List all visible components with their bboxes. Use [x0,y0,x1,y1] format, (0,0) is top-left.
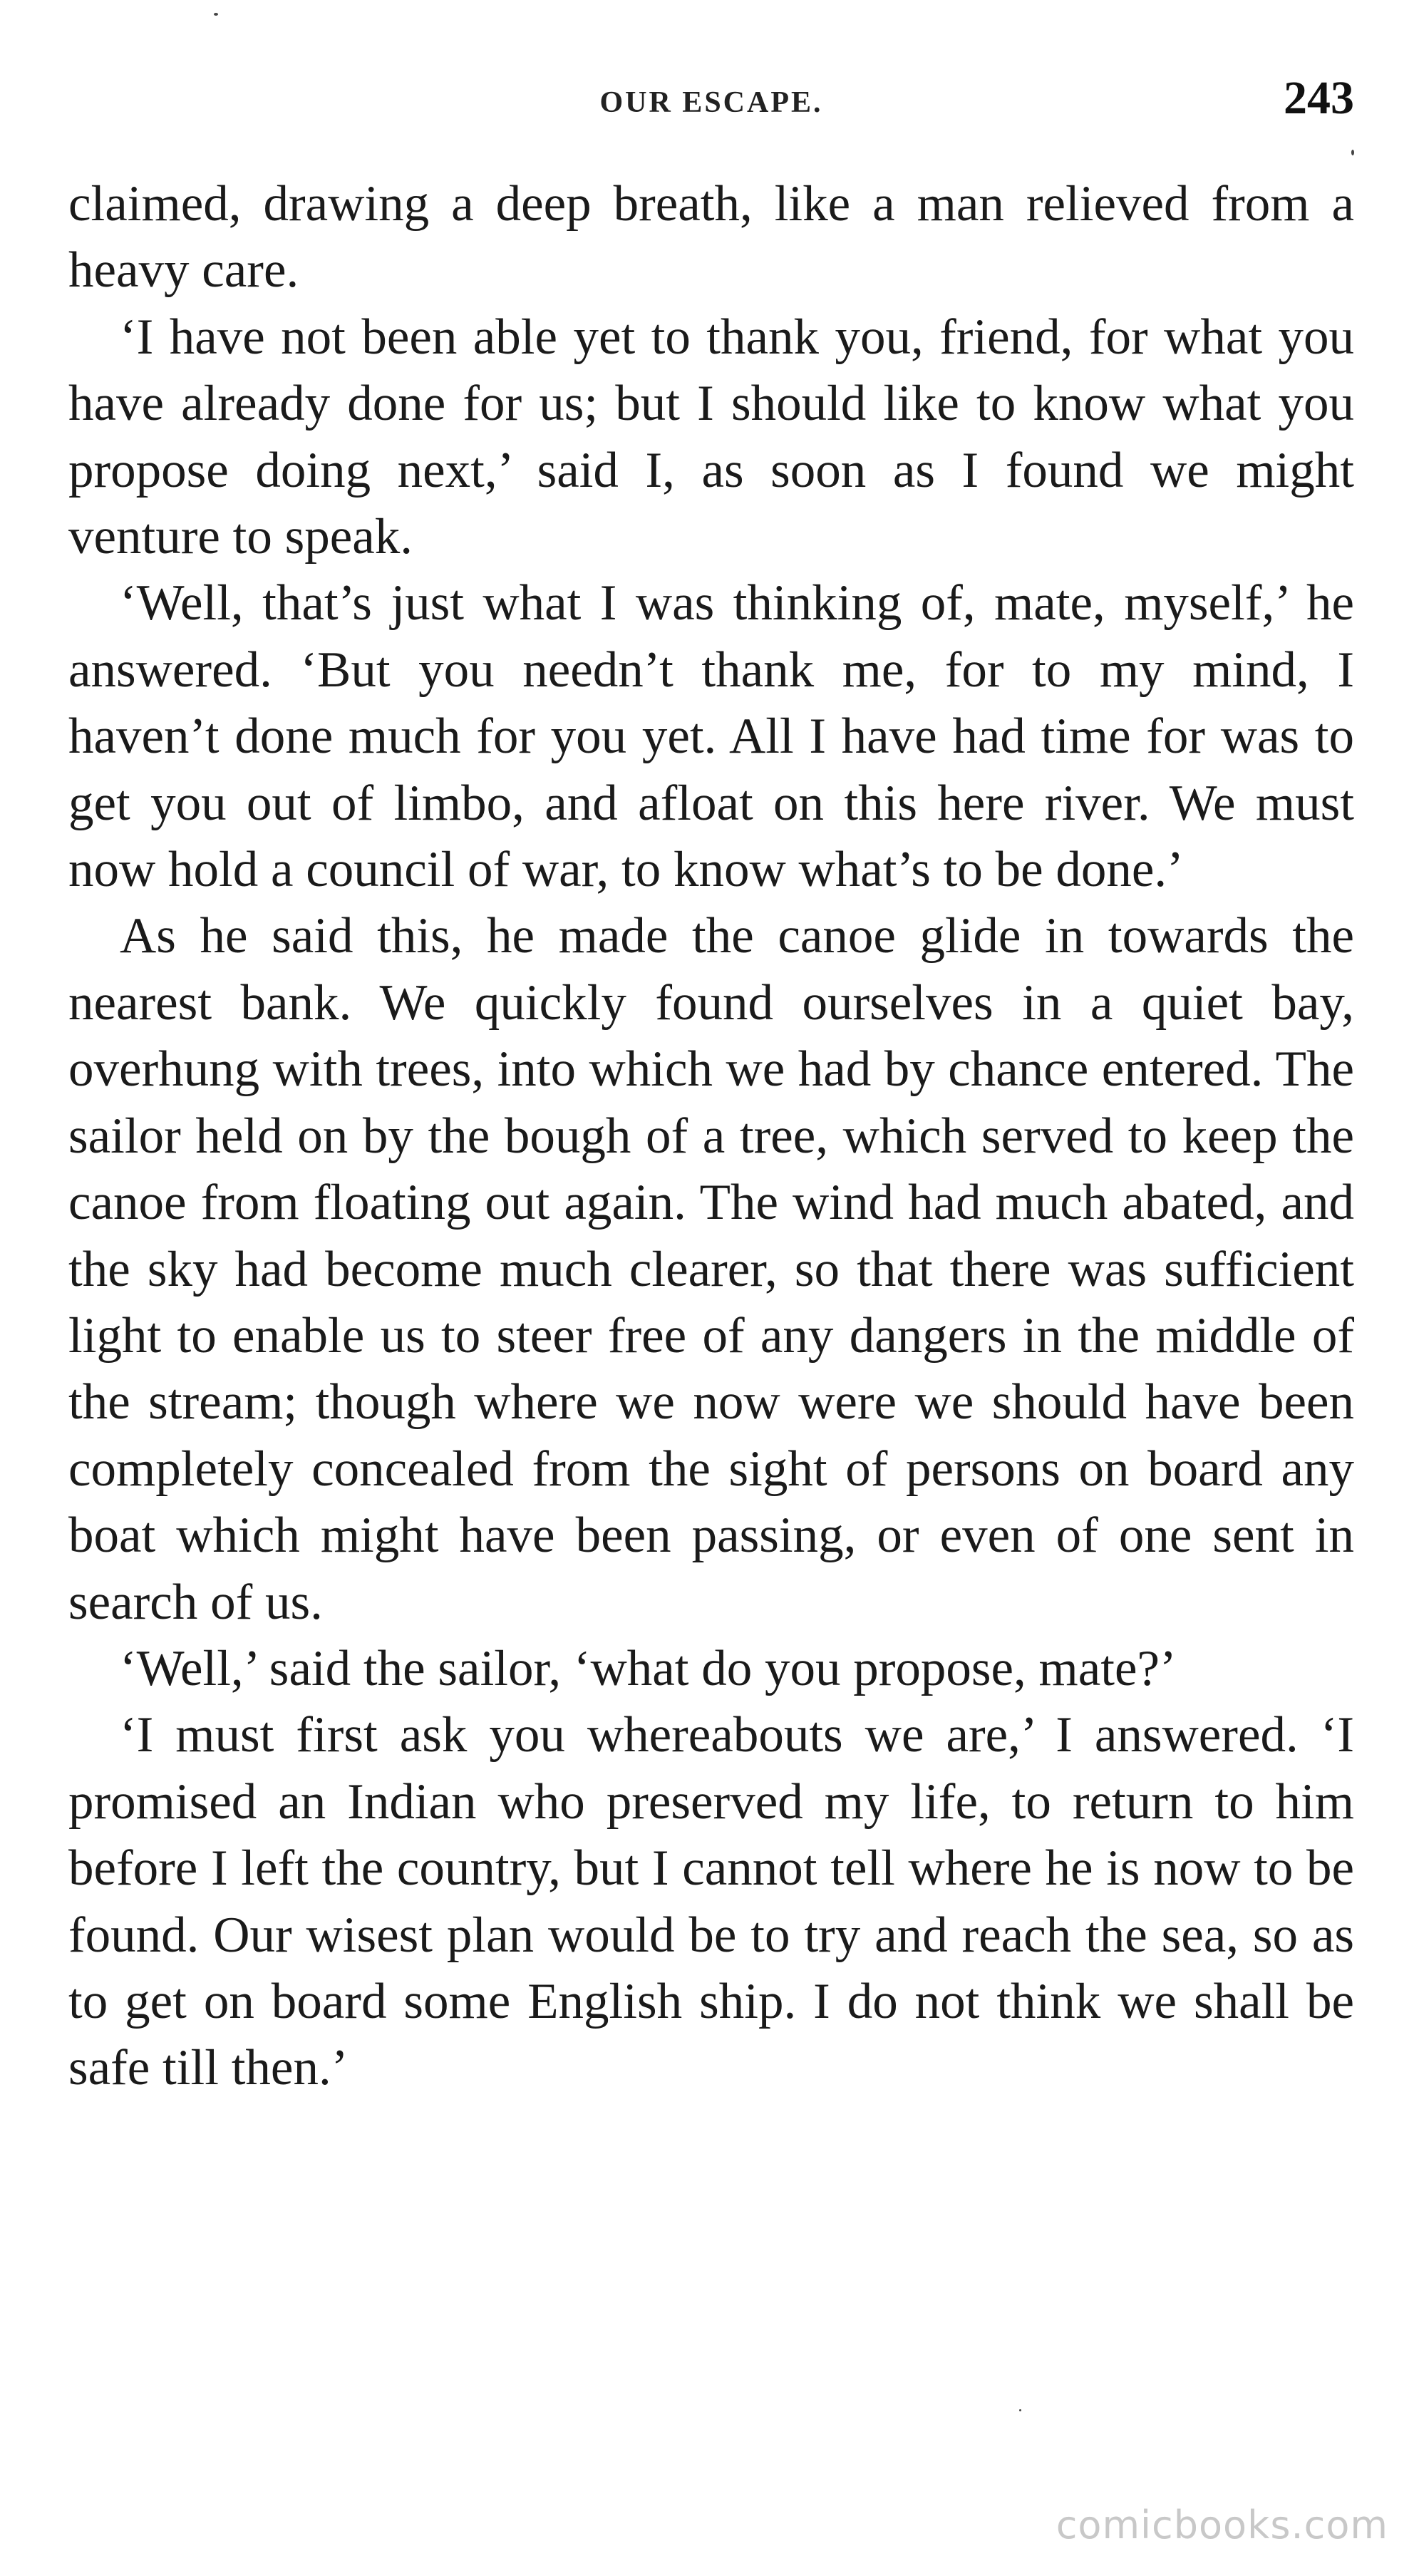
print-speck [214,13,218,16]
body-text [68,171,1354,2102]
print-speck [1351,150,1354,155]
print-speck [1019,2409,1021,2411]
paragraph: ‘I must first ask you whereabouts we are,’ I answered. ‘I promised an Indian who preserved my life, to return to him before I left the country, but I cannot tell where he is now to be found. Our wisest plan would be to try and reach the sea, so as to get on board some English ship. I do not think we shall be safe till then.’ [68,1707,1354,2096]
paragraph: ‘Well,’ said the sailor, ‘what do you propose, mate?’ [120,1640,1177,1696]
paragraph: claimed, drawing a deep breath, like a man relieved from a heavy care. [68,176,1354,299]
chapter-title: OUR ESCAPE. [599,86,823,119]
paragraph: ‘I have not been able yet to thank you, friend, for what you have already done for us; but I should like to know what you propose doing next,’ said I, as soon as I found we might venture to speak. [68,309,1354,565]
running-head [68,71,1354,143]
page-number: 243 [1284,72,1354,124]
watermark: comicbooks.com [1056,2503,1388,2547]
paragraph: ‘Well, that’s just what I was thinking of, mate, myself,’ he answered. ‘But you needn’t thank me, for to my mind, I haven’t done much for you yet. All I have had time for was to get you out of limbo, and afloat on this here river. We must now hold a council of war, to know what’s to be done.’ [68,575,1354,898]
paragraph: As he said this, he made the canoe glide in towards the nearest bank. We quickly found ourselves in a quiet bay, overhung with trees, into which we had by chance entered. The sailor held on by the bough of a tree, which served to keep the canoe from floating out again. The wind had much abated, and the sky had become much clearer, so that there was sufficient light to enable us to steer free of any dangers in the middle of the stream; though where we now were we should have been completely concealed from the sight of persons on board any boat which might have been passing, or even of one sent in search of us. [68,908,1354,1630]
